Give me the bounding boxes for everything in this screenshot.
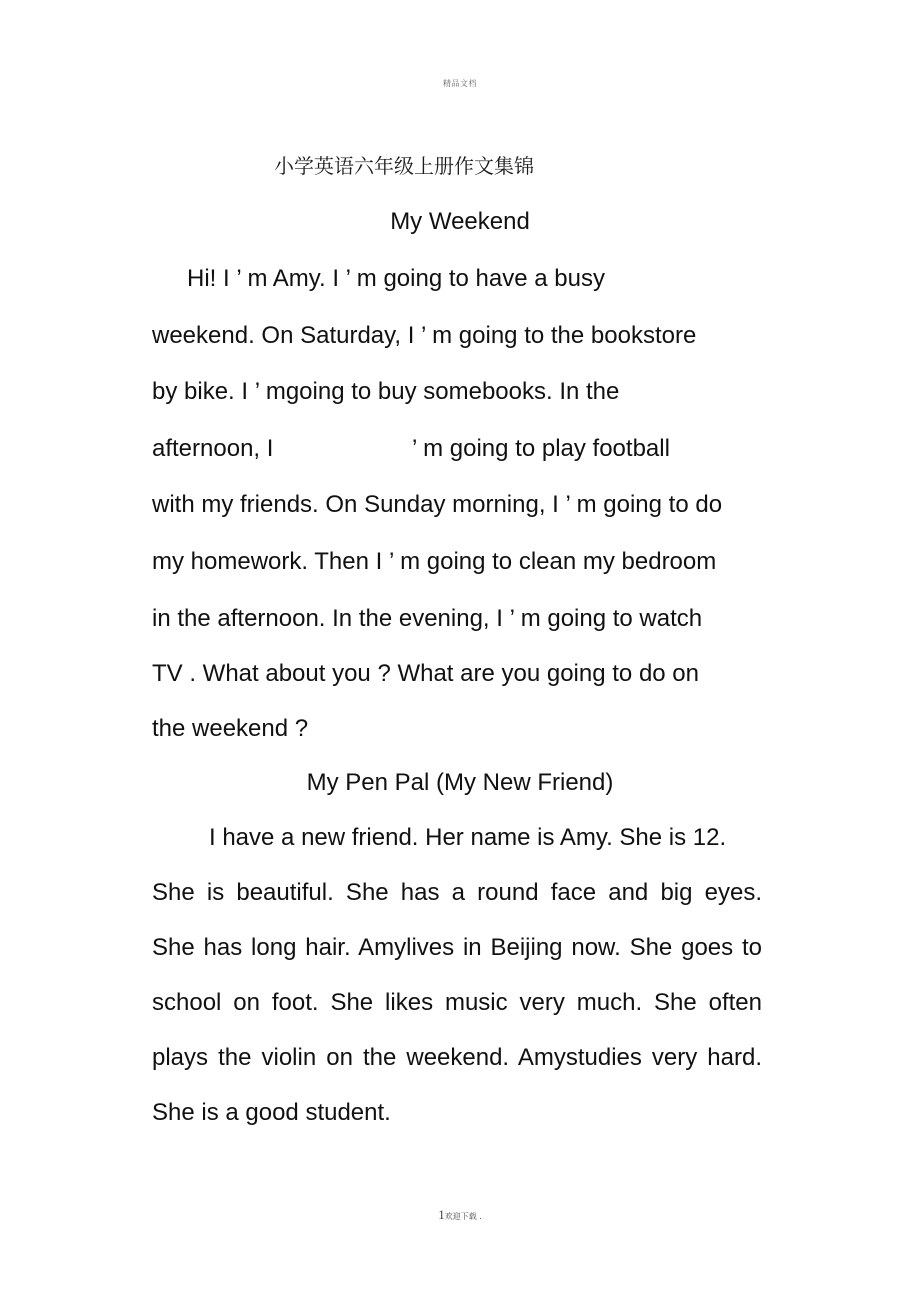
page-number: 1 (438, 1207, 445, 1222)
essay-1-line: Hi! I ’ m Amy. I ’ m going to have a busy (187, 265, 605, 292)
page-footer (0, 1206, 920, 1224)
document-title: 小学英语六年级上册作文集锦 (274, 154, 534, 178)
essay-1-line: the weekend ? (152, 715, 309, 742)
essay-2-line: She is a good student. (152, 1099, 391, 1126)
essay-1-line: by bike. I ’ mgoing to buy somebooks. In the (152, 378, 620, 405)
essay-2-line: She has long hair. Amylives in Beijing now. She goes to (152, 934, 762, 961)
essay-2-line: I have a new friend. Her name is Amy. She is 12. (209, 824, 727, 851)
essay-1-title: My Weekend (390, 208, 530, 235)
essay-1-line: in the afternoon. In the evening, I ’ m going to watch (152, 605, 703, 632)
essay-1-line: with my friends. On Sunday morning, I ’ m going to do (152, 491, 723, 518)
essay-1-line: ’ m going to play football (412, 435, 670, 462)
essay-2-line: She is beautiful. She has a round face and big eyes. (152, 879, 762, 906)
footer-text: 欢迎下载 . (444, 1212, 482, 1221)
header-note: 精品文档 (443, 79, 477, 88)
essay-1-line: TV . What about you ? What are you going to do on (152, 660, 699, 687)
essay-2-line: plays the violin on the weekend. Amystudies very hard. (152, 1044, 762, 1071)
essay-2-line: school on foot. She likes music very much. She often (152, 989, 762, 1016)
essay-2-title: My Pen Pal (My New Friend) (306, 769, 614, 796)
essay-1-line: my homework. Then I ’ m going to clean my bedroom (152, 548, 717, 575)
essay-1-line: afternoon, I (152, 435, 274, 462)
essay-1-line: weekend. On Saturday, I ’ m going to the bookstore (152, 322, 697, 349)
